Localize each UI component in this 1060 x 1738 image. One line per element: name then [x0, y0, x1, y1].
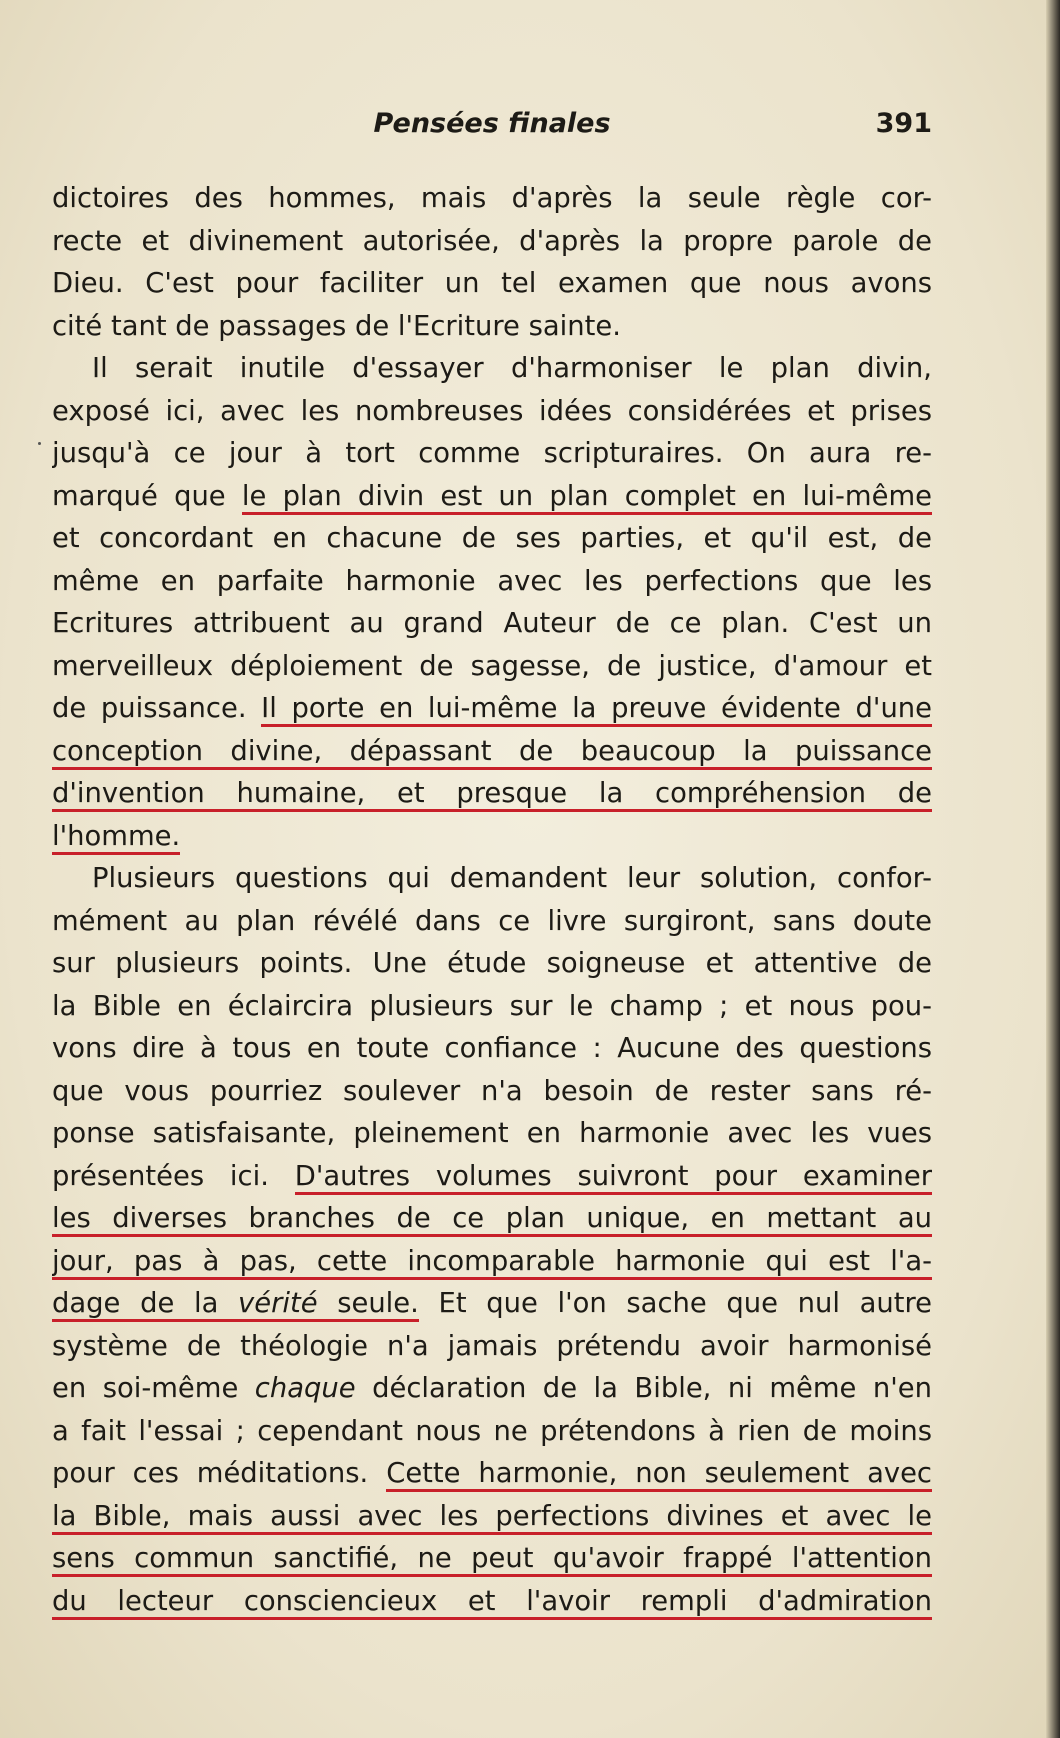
running-title: Pensées finales [373, 108, 611, 139]
text-line: Ecritures attribuent au grand Auteur de ce plan. C'est un [52, 608, 932, 639]
text-line: même en parfaite harmonie avec les perfections que les [52, 565, 932, 597]
text-line: cité tant de passages de l'Ecriture sainte. [52, 310, 621, 342]
underlined-passage: du lecteur consciencieux et l'avoir rempli d'admiration [52, 1586, 932, 1620]
text-line: la Bible en éclaircira plusieurs sur le champ ; et nous pou- [52, 990, 932, 1022]
text-line: merveilleux déploiement de sagesse, de justice, d'amour et [52, 650, 932, 682]
text-line: en soi-même chaque déclaration de la Bible, ni même n'en [52, 1373, 932, 1404]
underlined-passage: les diverses branches de ce plan unique, en mettant au [52, 1203, 932, 1237]
underlined-passage: Il porte en lui-même la preuve évidente d'une [261, 693, 932, 727]
underlined-passage: d'invention humaine, et presque la compréhension de [52, 778, 932, 812]
margin-dot [38, 442, 41, 445]
text-line: sur plusieurs points. Une étude soigneuse et attentive de [52, 948, 932, 979]
underlined-passage: Cette harmonie, non seulement avec [386, 1458, 932, 1492]
underlined-passage: dage de la vérité seule. [52, 1288, 419, 1322]
text-line: mément au plan révélé dans ce livre surgiront, sans doute [52, 905, 932, 937]
text-line: ponse satisfaisante, pleinement en harmonie avec les vues [52, 1118, 932, 1149]
text-line [52, 816, 932, 859]
text-line: et concordant en chacune de ses parties, et qu'il est, de [52, 523, 932, 554]
text-line [52, 1198, 932, 1241]
text-line: Dieu. C'est pour faciliter un tel examen que nous avons [52, 268, 932, 299]
text-line: système de théologie n'a jamais prétendu avoir harmonisé [52, 1330, 932, 1362]
underlined-passage: conception divine, dépassant de beaucoup la puissance [52, 736, 932, 770]
underlined-passage: D'autres volumes suivront pour examiner [295, 1161, 932, 1195]
underlined-passage: l'homme. [52, 821, 180, 855]
text-line: marqué que le plan divin est un plan complet en lui-même [52, 476, 932, 519]
underlined-passage: sens commun sanctifié, ne peut qu'avoir frappé l'attention [52, 1543, 932, 1577]
text-line: jusqu'à ce jour à tort comme scripturaires. On aura re- [52, 438, 932, 469]
text-line: dictoires des hommes, mais d'après la seule règle cor- [52, 183, 932, 214]
text-line: vons dire à tous en toute confiance : Aucune des questions [52, 1033, 932, 1064]
page-number: 391 [875, 108, 932, 139]
text-line: que vous pourriez soulever n'a besoin de rester sans ré- [52, 1075, 932, 1107]
text-line: recte et divinement autorisée, d'après la propre parole de [52, 225, 932, 257]
text-line [52, 1496, 932, 1539]
text-line: a fait l'essai ; cependant nous ne prétendons à rien de moins [52, 1415, 932, 1447]
body-text [52, 178, 932, 1623]
underlined-passage: jour, pas à pas, cette incomparable harmonie qui est l'a- [52, 1246, 932, 1280]
page-edge-shadow [1046, 0, 1060, 1738]
underlined-passage: la Bible, mais aussi avec les perfections divines et avec le [52, 1501, 932, 1535]
text-line: présentées ici. D'autres volumes suivront pour examiner [52, 1156, 932, 1199]
text-line: exposé ici, avec les nombreuses idées considérées et prises [52, 395, 932, 427]
text-line: de puissance. Il porte en lui-même la preuve évidente d'une [52, 688, 932, 731]
text-line [52, 1241, 932, 1284]
text-line: dage de la vérité seule. Et que l'on sache que nul autre [52, 1283, 932, 1326]
italic-word: chaque [254, 1373, 356, 1404]
text-line [52, 731, 932, 774]
text-line: pour ces méditations. Cette harmonie, non seulement avec [52, 1453, 932, 1496]
text-line [52, 773, 932, 816]
italic-word: vérité [238, 1288, 318, 1319]
text-line [52, 1538, 932, 1581]
paragraph-start-line: Plusieurs questions qui demandent leur solution, confor- [92, 863, 932, 894]
page-header [52, 108, 932, 148]
text-line [52, 1581, 932, 1624]
underlined-passage: le plan divin est un plan complet en lui-même [242, 481, 932, 515]
paragraph-start-line: Il serait inutile d'essayer d'harmoniser le plan divin, [92, 353, 932, 384]
